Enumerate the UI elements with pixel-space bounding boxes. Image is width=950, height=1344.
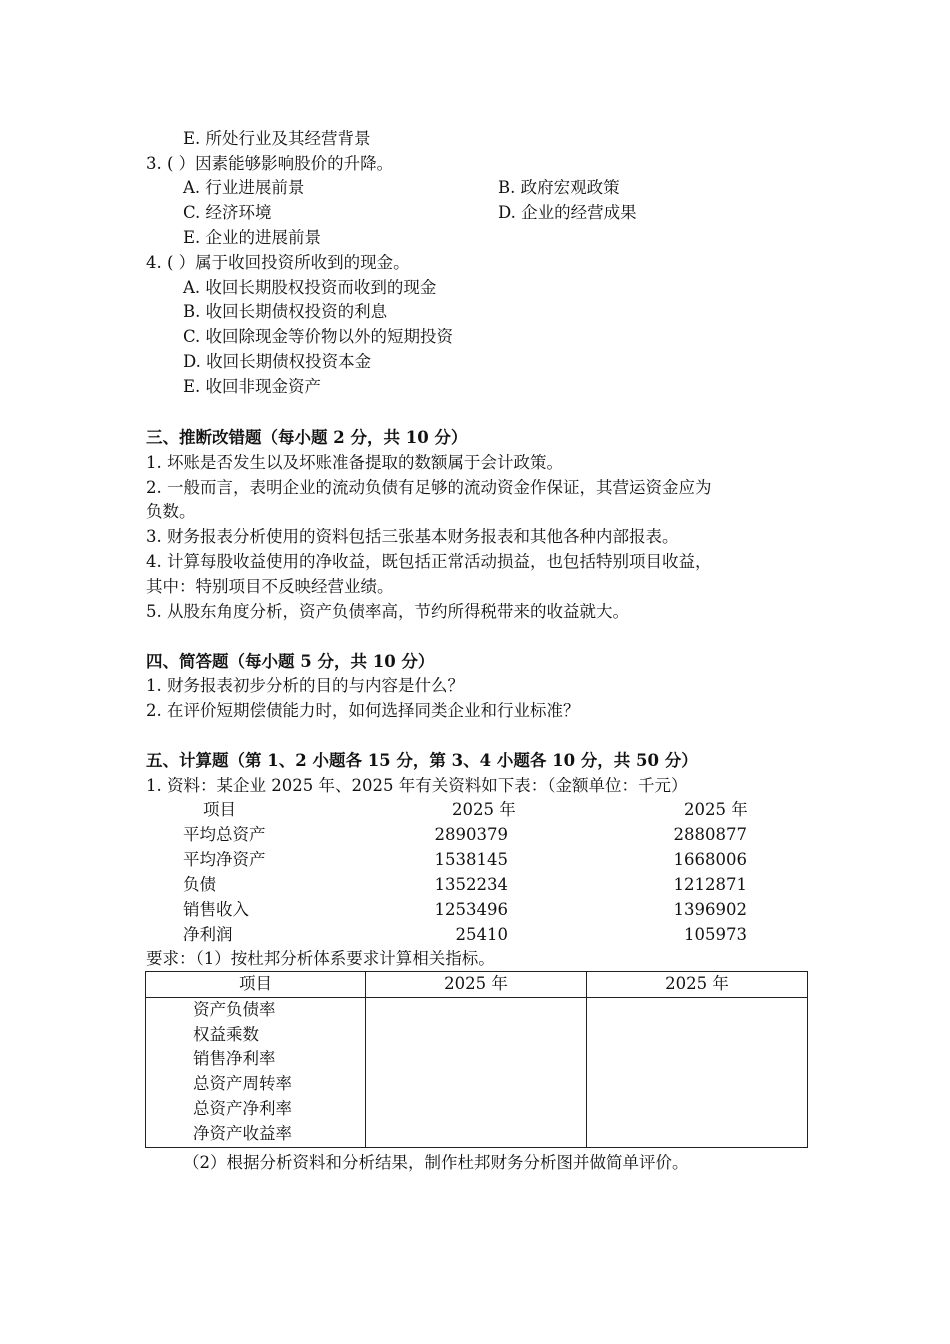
result-table-y1-cell [366, 997, 587, 1147]
data-table-header-y2: 2025 年 [684, 800, 748, 819]
section3-title: 三、推断改错题（每小题 2 分，共 10 分） [146, 428, 468, 447]
result-row-label: 销售净利率 [193, 1049, 276, 1069]
result-row-label: 总资产净利率 [193, 1098, 292, 1118]
data-row-2-y1: 1538145 [434, 850, 508, 869]
q4-option-d: D. 收回长期债权投资本金 [183, 352, 372, 371]
section4-line-2: 2. 在评价短期偿债能力时，如何选择同类企业和行业标准？ [146, 701, 580, 720]
q3-stem: 3. ( ）因素能够影响股价的升降。 [146, 154, 394, 173]
result-row-label: 资产负债率 [193, 999, 276, 1019]
section3-line-4b: 其中：特别项目不反映经营业绩。 [146, 577, 394, 596]
data-row-4-item: 销售收入 [183, 900, 249, 919]
q4-option-a: A. 收回长期股权投资而收到的现金 [183, 278, 437, 297]
result-row-label: 权益乘数 [193, 1024, 259, 1044]
section3-line-1: 1. 坏账是否发生以及坏账准备提取的数额属于会计政策。 [146, 453, 563, 472]
q3-option-d: D. 企业的经营成果 [498, 203, 637, 222]
data-table-header-y1: 2025 年 [452, 800, 516, 819]
data-row-3-y1: 1352234 [434, 875, 508, 894]
q3-option-b: B. 政府宏观政策 [498, 178, 620, 197]
result-table-y2-cell [587, 997, 808, 1147]
q2-option-e: E. 所处行业及其经营背景 [183, 129, 371, 148]
data-table-header-item: 项目 [203, 800, 236, 819]
q3-option-e: E. 企业的进展前景 [183, 228, 322, 247]
data-row-4-y2: 1396902 [673, 900, 747, 919]
data-row-3-y2: 1212871 [673, 875, 747, 894]
section3-line-3: 3. 财务报表分析使用的资料包括三张基本财务报表和其他各种内部报表。 [146, 527, 679, 546]
result-row-label: 净资产收益率 [193, 1123, 292, 1143]
data-row-2-y2: 1668006 [673, 850, 747, 869]
result-row-label: 总资产周转率 [193, 1074, 292, 1094]
section5-title: 五、计算题（第 1、2 小题各 15 分，第 3、4 小题各 10 分，共 50 分） [146, 751, 698, 770]
data-row-3-item: 负债 [183, 875, 216, 894]
data-row-4-y1: 1253496 [434, 900, 508, 919]
result-table-header-item: 项目 [146, 972, 366, 998]
result-table-header-y2: 2025 年 [587, 972, 808, 998]
q4-stem: 4. ( ）属于收回投资所收到的现金。 [146, 253, 410, 272]
data-row-5-y2: 105973 [684, 925, 747, 944]
section3-line-2b: 负数。 [146, 502, 196, 521]
section4-line-1: 1. 财务报表初步分析的目的与内容是什么？ [146, 676, 464, 695]
q3-option-a: A. 行业进展前景 [183, 178, 305, 197]
data-row-2-item: 平均净资产 [183, 850, 266, 869]
q3-option-c: C. 经济环境 [183, 203, 272, 222]
section4-title: 四、简答题（每小题 5 分，共 10 分） [146, 652, 435, 671]
data-row-1-y1: 2890379 [434, 825, 508, 844]
section5-q1-intro: 1. 资料：某企业 2025 年、2025 年有关资料如下表：（金额单位：千元） [146, 776, 688, 795]
data-row-1-y2: 2880877 [673, 825, 747, 844]
result-table-header-y1: 2025 年 [366, 972, 587, 998]
data-row-1-item: 平均总资产 [183, 825, 266, 844]
q4-option-b: B. 收回长期债权投资的利息 [183, 302, 388, 321]
section3-line-2: 2. 一般而言，表明企业的流动负债有足够的流动资金作保证，其营运资金应为 [146, 478, 712, 497]
section3-line-4: 4. 计算每股收益使用的净收益，既包括正常活动损益，也包括特别项目收益， [146, 552, 712, 571]
requirement-2: （2）根据分析资料和分析结果，制作杜邦财务分析图并做简单评价。 [183, 1153, 689, 1172]
data-row-5-y1: 25410 [455, 925, 508, 944]
data-row-5-item: 净利润 [183, 925, 233, 944]
q4-option-c: C. 收回除现金等价物以外的短期投资 [183, 327, 454, 346]
result-table-labels [146, 997, 366, 1147]
section3-line-5: 5. 从股东角度分析，资产负债率高，节约所得税带来的收益就大。 [146, 602, 629, 621]
requirement-1: 要求：（1）按杜邦分析体系要求计算相关指标。 [146, 949, 495, 968]
result-table [145, 971, 808, 1148]
q4-option-e: E. 收回非现金资产 [183, 377, 322, 396]
